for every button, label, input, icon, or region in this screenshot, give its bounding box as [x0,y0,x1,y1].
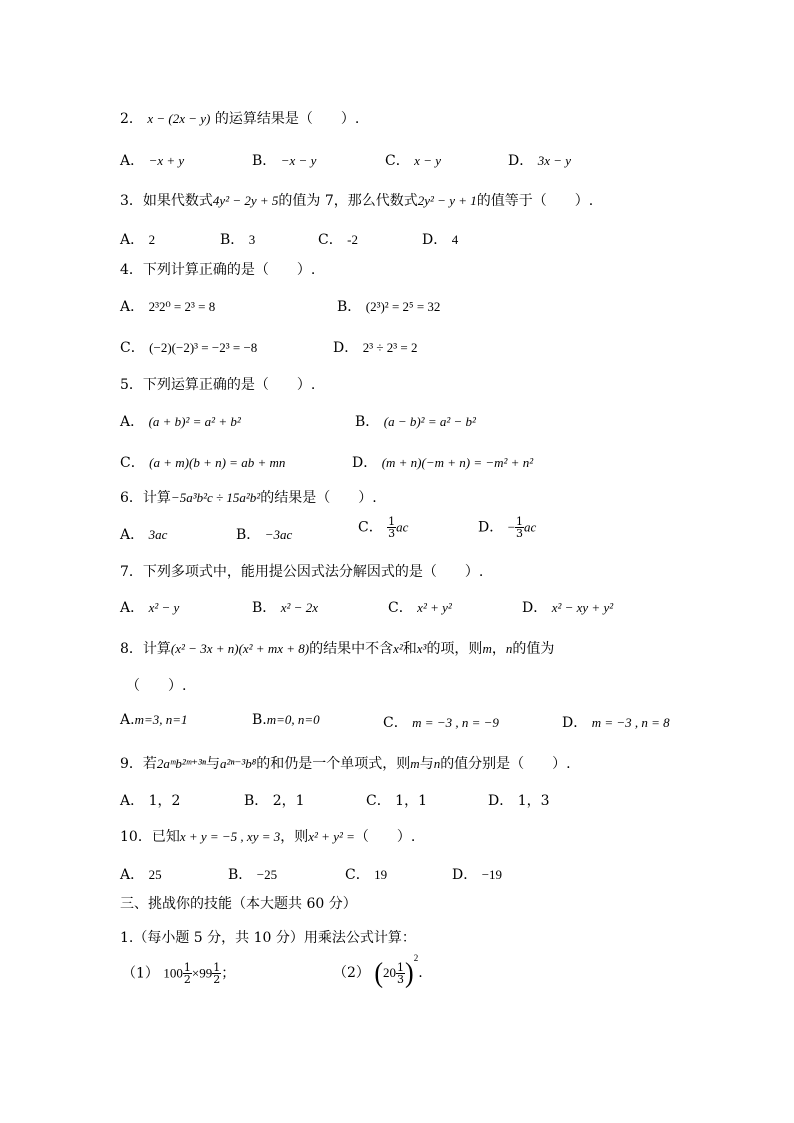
question-stem: 的运算结果是（ ）. [214,111,360,127]
question-number: 3． [120,193,143,209]
option-b: B． 2，1 [244,793,305,809]
option-d: D． x² − xy + y² [522,600,614,616]
fraction: $\frac{1}{3}$ [388,515,396,540]
section-title: 三、挑战你的技能（本大题共 60 分） [120,896,357,912]
option-b: B． 3 [220,232,256,248]
question-number: 2． [120,111,143,127]
option-b: B． x² − 2x [252,600,318,616]
option-d: D． 3x − y [508,153,571,169]
option-b: B.m=0, n=0 [252,712,320,728]
option-d: D． 2³ ÷ 2³ = 2 [333,340,418,356]
sub-problem-2: （2） (20 $\frac{1}{3}$ )$^2$. [333,953,423,989]
option-a: A． −x + y [120,153,185,169]
fraction: $\frac{1}{2}$ [183,961,191,986]
option-c: C． -2 [318,232,359,248]
option-b: B． (a − b)² = a² − b² [355,414,476,430]
option-a: A． 25 [120,867,162,883]
option-a: A.m=3, n=1 [120,712,188,728]
option-b: B． −25 [228,867,278,883]
option-b: B． −x − y [252,153,317,169]
option-d: D． 1，3 [488,793,550,809]
option-d: D． (m + n)(−m + n) = −m² + n² [352,455,534,471]
option-c: C． x² + y² [388,600,452,616]
option-a: A． x² − y [120,600,180,616]
option-d: D． − $\frac{1}{3}$ ac [478,515,537,540]
problem-1: 1.（每小题 5 分，共 10 分）用乘法公式计算： [120,930,416,946]
option-d: D． −19 [452,867,503,883]
sub-problem-1: （1） 100 $\frac{1}{2}$ ×99 $\frac{1}{2}$ ； [122,961,236,986]
fraction: $\frac{1}{3}$ [516,515,524,540]
option-a: A． 2 [120,232,156,248]
question-2 [120,108,359,128]
option-c: C． $\frac{1}{3}$ ac [358,515,409,540]
question-3: 3．如果代数式4y² − 2y + 5的值为 7，那么代数式2y² − y + 1的值等于（ ）. [120,193,594,209]
option-c: C． (−2)(−2)³ = −2³ = −8 [120,340,258,356]
option-b: B． (2³)² = 2⁵ = 32 [337,299,441,315]
question-9: 9．若2aᵐb²ᵐ⁺³ⁿ与a²ⁿ⁻³b⁸的和仍是一个单项式，则m与n的值分别是（ ）. [120,756,571,772]
option-c: C． (a + m)(b + n) = ab + mn [120,455,286,471]
question-10: 10．已知x + y = −5 , xy = 3，则x² + y² =（ ）. [120,829,416,845]
question-8-blank: （ ）. [126,678,187,694]
fraction: $\frac{1}{3}$ [397,960,405,986]
fraction: $\frac{1}{2}$ [213,961,221,986]
option-a: A． 3ac [120,527,168,543]
question-6: 6．计算−5a³b²c ÷ 15a²b²的结果是（ ）. [120,490,377,506]
option-c: C． x − y [385,153,441,169]
option-c: C． 1，1 [366,793,427,809]
option-a: A． 2³2⁰ = 2³ = 8 [120,299,216,315]
option-b: B． −3ac [236,527,293,543]
option-d: D． m = −3 , n = 8 [562,715,670,731]
option-d: D． 4 [422,232,459,248]
option-c: C． m = −3 , n = −9 [383,715,499,731]
option-a: A． (a + b)² = a² + b² [120,414,241,430]
question-7: 7．下列多项式中，能用提公因式法分解因式的是（ ）. [120,564,484,580]
question-5: 5．下列运算正确的是（ ）. [120,377,316,393]
question-8: 8．计算(x² − 3x + n)(x² + mx + 8)的结果中不含x²和x³的项，则m，n的值为 [120,641,555,657]
question-4: 4．下列计算正确的是（ ）. [120,262,316,278]
option-a: A． 1，2 [120,793,181,809]
option-c: C． 19 [345,867,388,883]
math-expression: x − (2x − y) [147,111,211,126]
